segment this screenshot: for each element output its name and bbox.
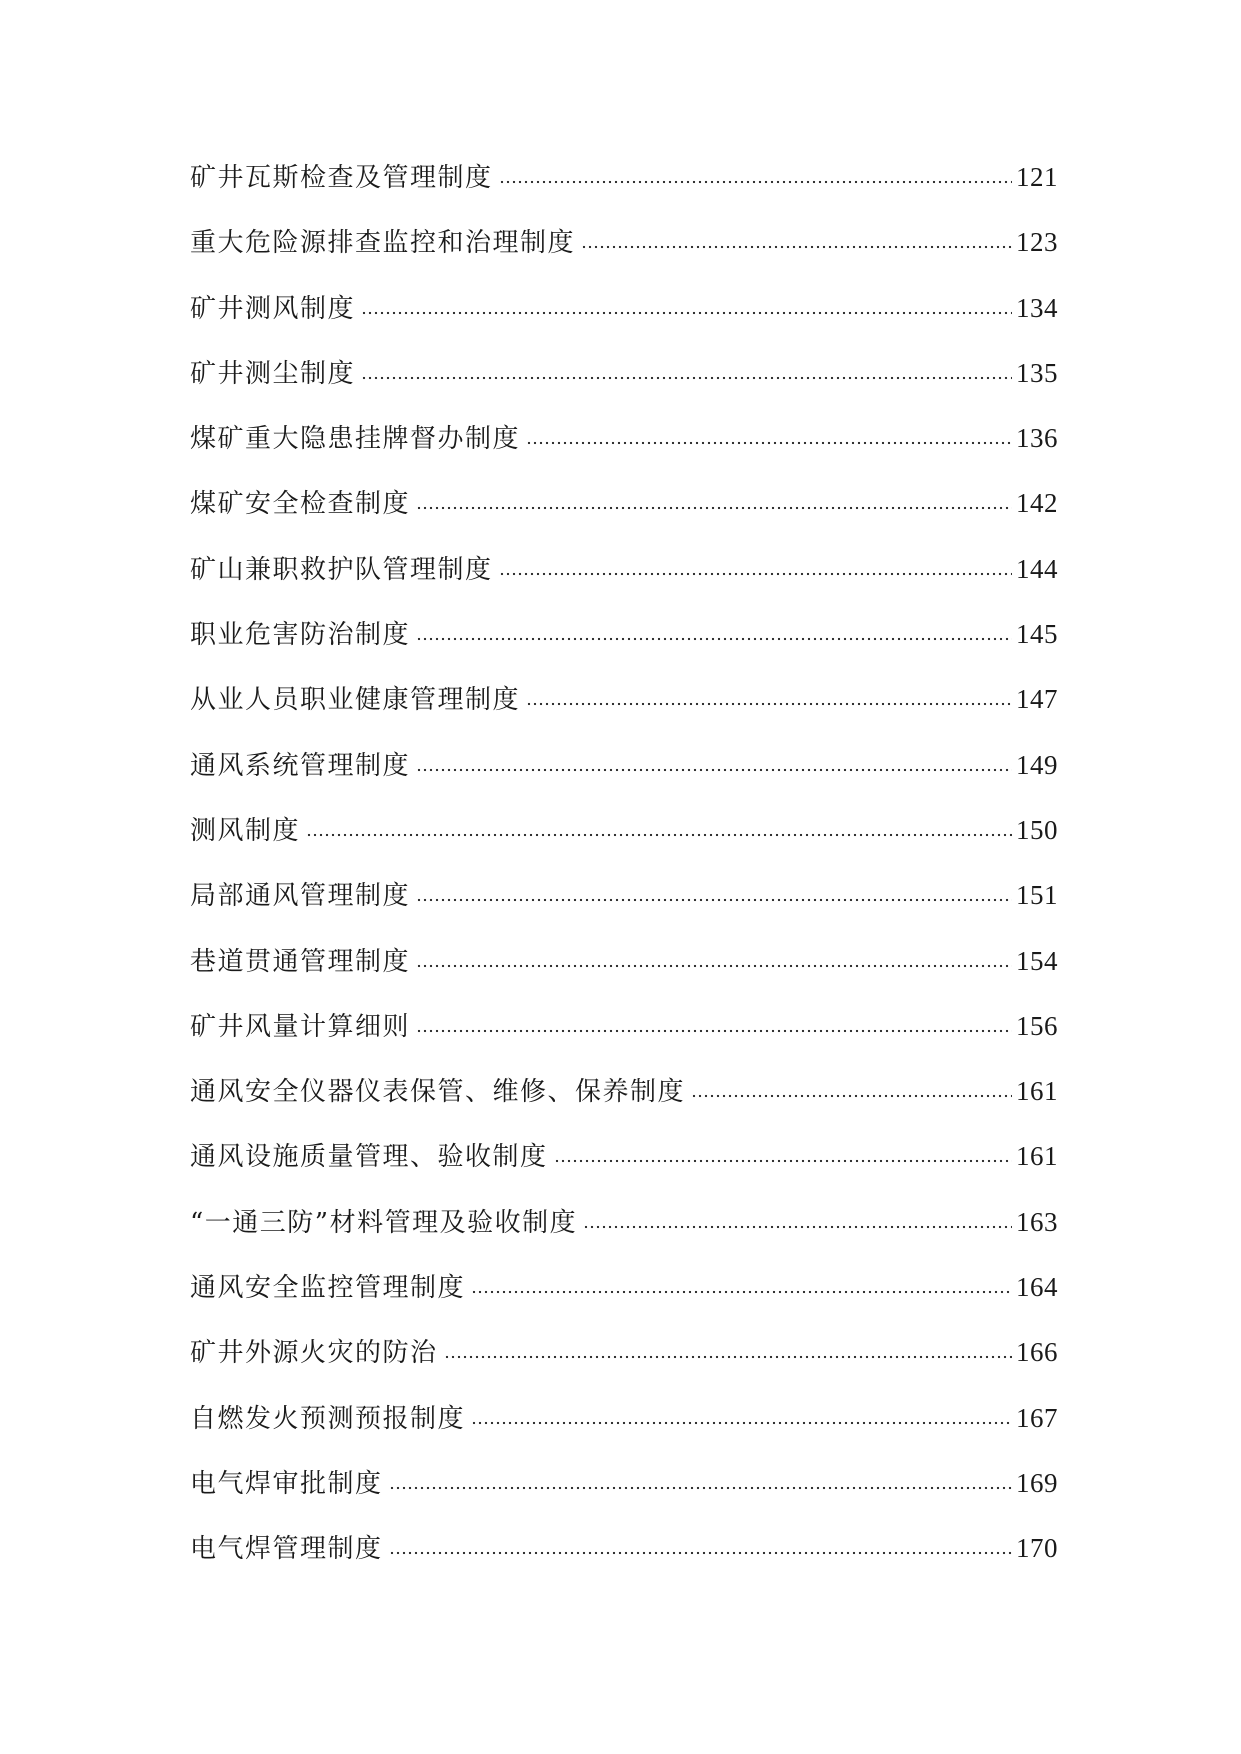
toc-dot-leader [554,1159,1012,1163]
toc-entry-page-number: 164 [1016,1272,1058,1303]
toc-dot-leader [471,1290,1012,1294]
toc-entry-page-number: 121 [1016,162,1058,192]
toc-dot-leader [389,1486,1012,1490]
toc-entry-title: 电气焊管理制度 [190,1534,383,1565]
toc-entry[interactable] [190,1463,1058,1528]
toc-entry[interactable] [190,549,1058,614]
toc-dot-leader [416,964,1012,968]
toc-entry[interactable] [190,353,1058,418]
toc-dot-leader [416,1029,1012,1033]
toc-dot-leader [691,1094,1012,1098]
toc-entry-title: 矿井测尘制度 [190,358,356,389]
toc-entry-title: 巷道贯通管理制度 [190,946,411,977]
toc-entry-title: 通风安全仪器仪表保管、维修、保养制度 [190,1077,686,1108]
toc-entry[interactable] [190,418,1058,483]
toc-entry-page-number: 169 [1016,1467,1058,1498]
toc-entry[interactable] [190,1528,1058,1593]
toc-entry-page-number: 151 [1016,880,1058,911]
toc-entry-page-number: 136 [1016,423,1058,454]
toc-dot-leader [416,768,1012,772]
toc-dot-leader [499,180,1012,184]
toc-dot-leader [499,572,1012,576]
toc-entry-title: 自燃发火预测预报制度 [190,1403,466,1434]
toc-entry-page-number: 161 [1016,1076,1058,1107]
toc-entry-title: “一通三防”材料管理及验收制度 [190,1207,578,1238]
toc-entry-title: 煤矿安全检查制度 [190,489,411,520]
toc-dot-leader [416,637,1012,641]
toc-entry[interactable] [190,1136,1058,1201]
toc-entry-title: 矿井瓦斯检查及管理制度 [190,163,493,193]
toc-entry-page-number: 154 [1016,945,1058,976]
toc-entry[interactable] [190,483,1058,548]
toc-entry-title: 局部通风管理制度 [190,881,411,912]
toc-dot-leader [306,833,1012,837]
toc-entry-title: 电气焊审批制度 [190,1468,383,1499]
toc-entry[interactable] [190,679,1058,744]
toc-entry-page-number: 142 [1016,488,1058,519]
toc-dot-leader [471,1421,1012,1425]
toc-entry-page-number: 161 [1016,1141,1058,1172]
toc-entry[interactable] [190,810,1058,875]
toc-entry-page-number: 144 [1016,553,1058,584]
toc-entry[interactable] [190,875,1058,940]
toc-entry-title: 矿井测风制度 [190,293,356,324]
toc-entry-title: 重大危险源排查监控和治理制度 [190,228,576,259]
toc-entry-page-number: 123 [1016,227,1058,258]
toc-entry[interactable] [190,288,1058,353]
toc-dot-leader [416,506,1012,510]
toc-entry-title: 通风安全监控管理制度 [190,1273,466,1304]
toc-entry-title: 煤矿重大隐患挂牌督办制度 [190,424,521,455]
toc-entry-page-number: 170 [1016,1533,1058,1564]
toc-entry[interactable] [190,1267,1058,1332]
toc-dot-leader [526,702,1012,706]
toc-entry[interactable] [190,1202,1058,1267]
toc-entry-page-number: 147 [1016,684,1058,715]
toc-entry-title: 通风设施质量管理、验收制度 [190,1142,548,1173]
toc-entry[interactable] [190,1006,1058,1071]
toc-dot-leader [526,441,1012,445]
toc-dot-leader [389,1551,1012,1555]
toc-entry-title: 从业人员职业健康管理制度 [190,685,521,716]
toc-dot-leader [444,1355,1012,1359]
toc-entry[interactable] [190,745,1058,810]
toc-entry[interactable] [190,222,1058,287]
toc-entry-page-number: 163 [1016,1206,1058,1237]
toc-entry-page-number: 145 [1016,619,1058,650]
toc-entry-title: 职业危害防治制度 [190,620,411,651]
toc-entry[interactable] [190,1071,1058,1136]
toc-entry-page-number: 167 [1016,1402,1058,1433]
toc-entry-page-number: 149 [1016,749,1058,780]
toc-entry-page-number: 134 [1016,292,1058,323]
toc-entry-title: 测风制度 [190,815,301,846]
toc-dot-leader [416,898,1012,902]
toc-entry[interactable] [190,614,1058,679]
toc-entry[interactable] [190,1398,1058,1463]
toc-dot-leader [361,311,1012,315]
toc-entry-title: 通风系统管理制度 [190,750,411,781]
toc-entry-title: 矿井风量计算细则 [190,1011,411,1042]
toc-entry-title: 矿井外源火灾的防治 [190,1338,438,1369]
toc-entry[interactable] [190,941,1058,1006]
toc-entry[interactable] [190,1332,1058,1397]
toc-entry-title: 矿山兼职救护队管理制度 [190,554,493,585]
toc-entry-page-number: 166 [1016,1337,1058,1368]
toc-entry-page-number: 150 [1016,814,1058,845]
toc-entry-page-number: 135 [1016,357,1058,388]
toc-entry[interactable] [190,157,1058,222]
toc-dot-leader [581,245,1012,249]
toc-dot-leader [361,376,1012,380]
toc-entry-page-number: 156 [1016,1010,1058,1041]
table-of-contents [190,157,1058,1594]
toc-dot-leader [583,1225,1012,1229]
